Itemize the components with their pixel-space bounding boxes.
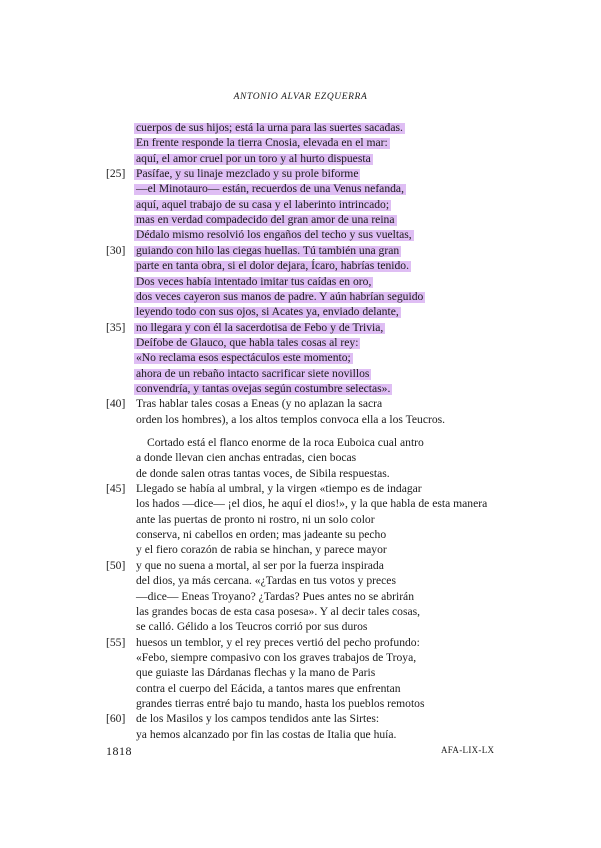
highlighted-verse-line: dos veces cayeron sus manos de padre. Y aún habrían seguido bbox=[136, 289, 424, 303]
verse-line: huesos un temblor, y el rey preces vertió del pecho profundo: bbox=[136, 635, 420, 649]
highlighted-verse-line: ahora de un rebaño intacto sacrificar siete novillos bbox=[136, 366, 370, 380]
highlighted-verse-line: no llegara y con él la sacerdotisa de Febo y de Trivia, bbox=[136, 320, 384, 334]
highlighted-verse-line: parte en tanta obra, si el dolor dejara, Ícaro, habrías tenido. bbox=[136, 259, 409, 273]
verse-line: Llegado se había al umbral, y la virgen «tiempo es de indagar bbox=[136, 482, 422, 496]
verse-line: las grandes bocas de esta casa posesa». Y al decir tales cosas, bbox=[136, 604, 421, 618]
highlighted-verse-line: «No reclama esos espectáculos este momento; bbox=[136, 351, 351, 365]
verse-line: de donde salen otras tantas voces, de Sibila respuestas. bbox=[136, 466, 390, 480]
verse-line: y el fiero corazón de rabia se hinchan, y parece mayor bbox=[136, 543, 387, 557]
verse-line: Cortado está el flanco enorme de la roca Euboica cual antro bbox=[147, 436, 424, 449]
verse-line: los hados —dice— ¡el dios, he aquí el dios!», y la que habla de esta manera bbox=[136, 497, 488, 511]
highlighted-verse-line: cuerpos de sus hijos; está la urna para las suertes sacadas. bbox=[136, 121, 403, 134]
line-number: [30] bbox=[106, 243, 126, 257]
verse-line: orden los hombres), a los altos templos convoca ella a los Teucros. bbox=[136, 412, 446, 426]
verse-line: ante las puertas de pronto ni rostro, ni un solo color bbox=[136, 512, 375, 526]
highlighted-verse-line: En frente responde la tierra Cnosia, elevada en el mar: bbox=[136, 136, 388, 150]
verse-line: se calló. Gélido a los Teucros corrió por sus duros bbox=[136, 620, 368, 634]
journal-reference: AFA-LIX-LX bbox=[441, 745, 495, 755]
highlighted-verse-line: —el Minotauro— están, recuerdos de una Venus nefanda, bbox=[136, 182, 404, 196]
highlighted-verse-line: leyendo todo con sus ojos, si Acates ya, enviado delante, bbox=[136, 305, 399, 319]
line-number: [55] bbox=[106, 635, 126, 649]
highlighted-verse-line: convendría, y tantas ovejas según costumbre selectas». bbox=[136, 381, 391, 395]
verse-line: contra el cuerpo del Eácida, a tantos mares que enfrentan bbox=[136, 681, 401, 695]
verse-line: de los Masilos y los campos tendidos ante las Sirtes: bbox=[136, 712, 380, 726]
verse-line: Tras hablar tales cosas a Eneas (y no aplazan la sacra bbox=[136, 397, 383, 411]
verse-line: —dice— Eneas Troyano? ¿Tardas? Pues antes no se abrirán bbox=[136, 589, 415, 603]
line-number: [60] bbox=[106, 712, 126, 726]
line-number: [35] bbox=[106, 320, 126, 334]
line-number: [40] bbox=[106, 397, 126, 411]
verse-line: del dios, ya más cercana. «¿Tardas en tus votos y preces bbox=[136, 574, 396, 588]
highlighted-verse-line: Pasífae, y su linaje mezclado y su prole biforme bbox=[136, 167, 359, 181]
highlighted-verse-line: Dos veces había intentado imitar tus caídas en oro, bbox=[136, 274, 372, 288]
verse-line: conserva, ni cabellos en orden; mas jadeante su pecho bbox=[136, 528, 387, 542]
verse-line: a donde llevan cien anchas entradas, cien bocas bbox=[136, 451, 357, 465]
running-head: ANTONIO ALVAR EZQUERRA bbox=[233, 92, 368, 102]
highlighted-verse-line: Dédalo mismo resolvió los engaños del techo y sus vueltas, bbox=[136, 228, 412, 242]
verse-line: ya hemos alcanzado por fin las costas de Italia que huía. bbox=[136, 727, 397, 741]
verse-line: que guiaste las Dárdanas flechas y la mano de Paris bbox=[136, 666, 376, 680]
highlighted-verse-line: aquí, el amor cruel por un toro y al hurto dispuesta bbox=[136, 151, 371, 165]
verse-line: «Febo, siempre compasivo con los graves trabajos de Troya, bbox=[136, 650, 417, 664]
line-number: [50] bbox=[106, 558, 126, 572]
line-number: [45] bbox=[106, 482, 126, 496]
verse-line: grandes tierras entré bajo tu mando, hasta los pueblos remotos bbox=[136, 696, 425, 710]
highlighted-verse-line: mas en verdad compadecido del gran amor de una reina bbox=[136, 213, 395, 227]
highlighted-verse-line: guiando con hilo las ciegas huellas. Tú también una gran bbox=[136, 243, 400, 257]
verse-line: y que no suena a mortal, al ser por la fuerza inspirada bbox=[136, 558, 384, 572]
page-number: 1818 bbox=[106, 744, 132, 758]
highlighted-verse-line: Deífobe de Glauco, que habla tales cosas al rey: bbox=[136, 335, 359, 349]
line-number: [25] bbox=[106, 167, 126, 181]
highlighted-verse-line: aquí, aquel trabajo de su casa y el laberinto intrincado; bbox=[136, 197, 390, 211]
